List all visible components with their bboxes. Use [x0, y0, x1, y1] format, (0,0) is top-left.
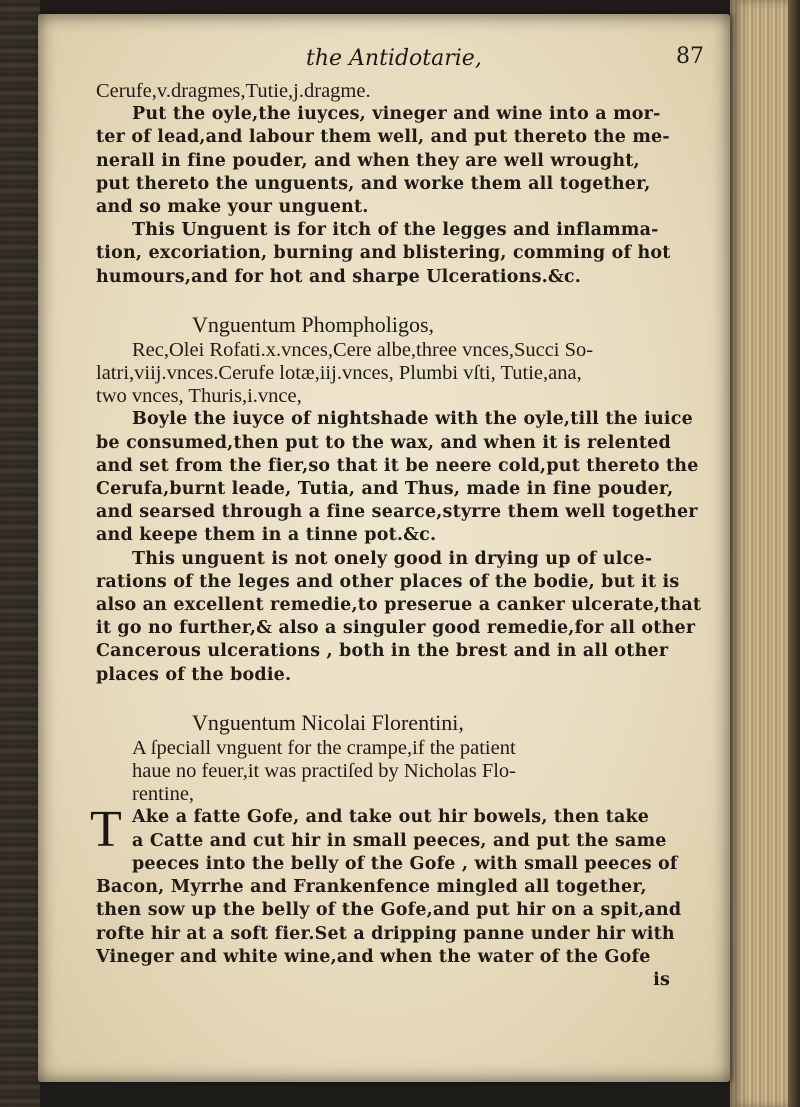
text-line: and keepe them in a tinne pot.&c.	[96, 525, 437, 546]
text-line: rofte hir at a soft fier.Set a dripping panne under hir with	[96, 923, 675, 944]
paragraph-3	[96, 709, 706, 807]
text-line: and so make your unguent.	[96, 197, 369, 218]
text-line: Vineger and white wine,and when the water of the Gofe	[96, 946, 651, 967]
book-page	[38, 14, 730, 1082]
text-line: haue no feuer,it was practiſed by Nicholas Flo-	[132, 760, 517, 783]
paragraph-1	[96, 80, 706, 289]
text-line: nerall in fine pouder, and when they are well wrought,	[96, 150, 640, 171]
text-line: tion, excoriation, burning and blistering, comming of hot	[96, 243, 671, 264]
text-line: Cancerous ulcerations , both in the brest and in all other	[96, 641, 669, 662]
text-block	[90, 42, 706, 992]
binding-edge	[0, 0, 40, 1107]
text-line: This unguent is not onely good in drying up of ulce-	[132, 548, 653, 569]
paragraph-4	[90, 801, 706, 992]
paragraph-2	[96, 311, 706, 687]
text-line: rations of the leges and other places of the bodie, but it is	[96, 571, 680, 592]
recipe-heading: Vnguentum Nicolai Florentini,	[192, 709, 464, 735]
text-line: humours,and for hot and sharpe Ulcerations.&c.	[96, 266, 582, 287]
text-line: Put the oyle,the iuyces, vineger and wine into a mor-	[132, 104, 661, 125]
text-line: latri,viij.vnces.Cerufe lotæ,iij.vnces, Plumbi vſti, Tutie,ana,	[96, 362, 582, 385]
text-line: peeces into the belly of the Gofe , with small peeces of	[132, 853, 678, 874]
text-line: Cerufe,v.dragmes,Tutie,j.dragme.	[96, 80, 371, 102]
text-line: Ake a fatte Gofe, and take out hir bowels, then take	[132, 807, 650, 828]
text-line: it go no further,& also a singuler good remedie,for all other	[96, 618, 696, 639]
text-line: also an excellent remedie,to preserue a canker ulcerate,that	[96, 595, 702, 616]
text-line: put thereto the unguents, and worke them all together,	[96, 173, 651, 194]
text-line: a Catte and cut hir in small peeces, and put the same	[132, 830, 667, 851]
running-title: the Antidotarie,	[306, 46, 482, 71]
text-line: places of the bodie.	[96, 664, 292, 685]
text-line: ter of lead,and labour them well, and put thereto the me-	[96, 127, 670, 148]
catchword: is	[653, 969, 670, 990]
page-number: 87	[676, 44, 704, 69]
text-line: This Unguent is for itch of the legges and inflamma-	[132, 220, 659, 241]
recipe-heading: Vnguentum Phompholigos,	[192, 311, 435, 337]
text-line: two vnces, Thuris,i.vnce,	[96, 385, 302, 408]
text-line: be consumed,then put to the wax, and when it is relented	[96, 432, 671, 453]
text-line: Boyle the iuyce of nightshade with the oyle,till the iuice	[132, 409, 693, 430]
page-edges-shadow	[788, 0, 800, 1107]
text-line: and set from the fier,so that it be neere cold,put thereto the	[96, 455, 699, 476]
text-line: Cerufa,burnt leade, Tutia, and Thus, made in fine pouder,	[96, 479, 674, 500]
text-line: rentine,	[132, 783, 195, 806]
text-line: A ſpeciall vnguent for the crampe,if the patient	[132, 736, 516, 759]
running-head	[96, 42, 706, 80]
text-line: Bacon, Myrrhe and Frankenfence mingled all together,	[96, 877, 647, 898]
text-line: then sow up the belly of the Gofe,and put hir on a spit,and	[96, 900, 682, 921]
text-line: Rec,Olei Rofati.x.vnces,Cere albe,three vnces,Succi So-	[132, 338, 594, 361]
drop-cap: T	[90, 801, 122, 859]
text-line: and searsed through a fine searce,styrre them well together	[96, 502, 698, 523]
